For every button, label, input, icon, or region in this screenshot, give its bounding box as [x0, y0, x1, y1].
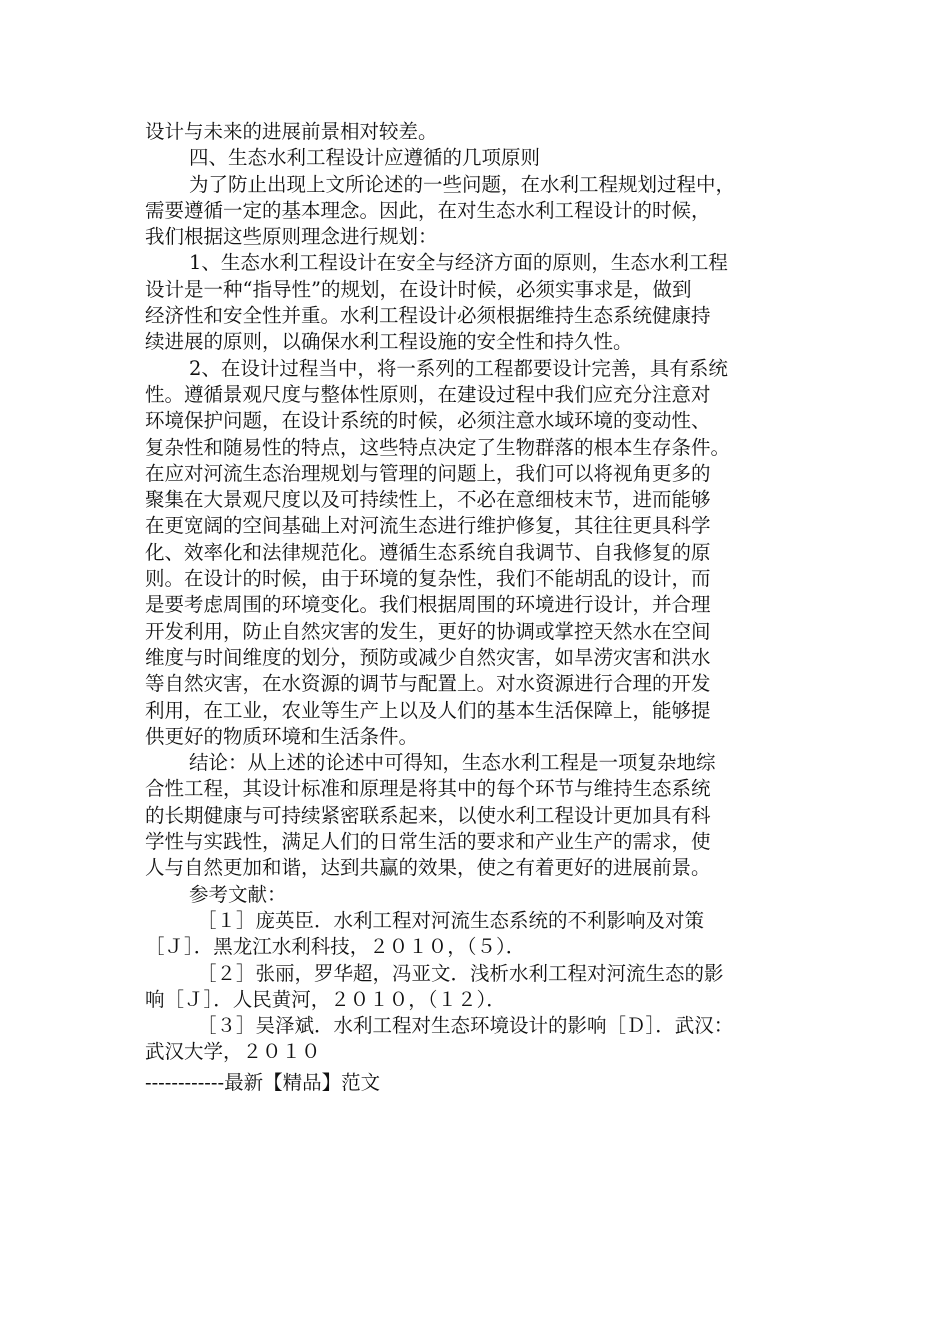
text-line: 在更宽阔的空间基础上对河流生态进行维护修复，其往往更具科学 [145, 514, 711, 538]
text-line: 2、在设计过程当中，将一系列的工程都要设计完善，具有系统 [189, 356, 728, 380]
text-line: 为了防止出现上文所论述的一些问题，在水利工程规划过程中， [189, 172, 736, 196]
text-line: 开发利用，防止自然灾害的发生，更好的协调或掌控天然水在空间 [145, 619, 711, 643]
text-line: 性。遵循景观尺度与整体性原则，在建设过程中我们应充分注意对 [145, 382, 711, 406]
reference-item: ［１］庞英臣．水利工程对河流生态系统的不利影响及对策 [197, 908, 705, 932]
reference-item: 武汉大学，２０１０ [145, 1040, 321, 1064]
text-line: 化、效率化和法律规范化。遵循生态系统自我调节、自我修复的原 [145, 540, 711, 564]
reference-item: ［Ｊ］．黑龙江水利科技，２０１０，（５）． [145, 935, 526, 959]
reference-item: ［２］张丽，罗华超，冯亚文．浅析水利工程对河流生态的影 [197, 961, 724, 985]
section-heading: 四、生态水利工程设计应遵循的几项原则 [189, 146, 541, 170]
references-heading: 参考文献： [189, 882, 287, 906]
text-line: 复杂性和随易性的特点，这些特点决定了生物群落的根本生存条件。 [145, 435, 731, 459]
text-line: 需要遵循一定的基本理念。因此，在对生态水利工程设计的时候， [145, 198, 711, 222]
text-line: 等自然灾害，在水资源的调节与配置上。对水资源进行合理的开发 [145, 672, 711, 696]
page-footer: ------------最新【精品】范文 [145, 1071, 381, 1094]
text-line: 供更好的物质环境和生活条件。 [145, 724, 419, 748]
reference-item: ［３］吴泽斌．水利工程对生态环境设计的影响［Ｄ］．武汉： [197, 1014, 734, 1038]
text-line: 合性工程，其设计标准和原理是将其中的每个环节与维持生态系统 [145, 777, 711, 801]
text-line: 聚集在大景观尺度以及可持续性上，不必在意细枝末节，进而能够 [145, 488, 711, 512]
text-line: 是要考虑周围的环境变化。我们根据周围的环境进行设计，并合理 [145, 593, 711, 617]
text-line: 维度与时间维度的划分，预防或减少自然灾害，如旱涝灾害和洪水 [145, 645, 711, 669]
text-line: 的长期健康与可持续紧密联系起来，以使水利工程设计更加具有科 [145, 803, 711, 827]
text-line: 我们根据这些原则理念进行规划： [145, 225, 438, 249]
text-line: 人与自然更加和谐，达到共赢的效果，使之有着更好的进展前景。 [145, 856, 711, 880]
text-line: 环境保护问题，在设计系统的时候，必须注意水域环境的变动性、 [145, 409, 711, 433]
reference-item: 响［Ｊ］．人民黄河，２０１０，（１２）． [145, 987, 506, 1011]
text-line: 续进展的原则，以确保水利工程设施的安全性和持久性。 [145, 330, 633, 354]
text-line: 设计与未来的进展前景相对较差。 [145, 120, 438, 143]
text-line: 结论：从上述的论述中可得知，生态水利工程是一项复杂地综 [189, 751, 716, 775]
text-line: 设计是一种“指导性”的规划，在设计时候，必须实事求是，做到 [145, 277, 692, 301]
text-line: 利用，在工业，农业等生产上以及人们的基本生活保障上，能够提 [145, 698, 711, 722]
text-line: 则。在设计的时候，由于环境的复杂性，我们不能胡乱的设计，而 [145, 567, 711, 591]
text-line: 1、生态水利工程设计在安全与经济方面的原则，生态水利工程 [189, 251, 728, 275]
text-line: 学性与实践性，满足人们的日常生活的要求和产业生产的需求，使 [145, 830, 711, 854]
document-body [145, 119, 805, 1066]
text-line: 经济性和安全性并重。水利工程设计必须根据维持生态系统健康持 [145, 304, 711, 328]
text-line: 在应对河流生态治理规划与管理的问题上，我们可以将视角更多的 [145, 461, 711, 485]
